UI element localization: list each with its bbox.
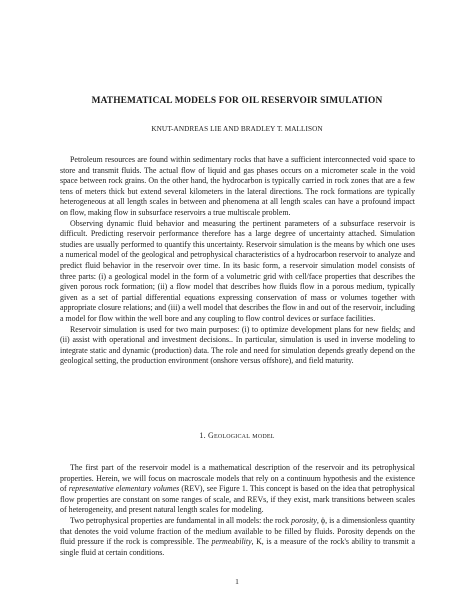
paper-title: MATHEMATICAL MODELS FOR OIL RESERVOIR SIMULATION xyxy=(91,96,383,106)
paper-authors: KNUT-ANDREAS LIE AND BRADLEY T. MALLISON xyxy=(151,125,323,133)
text-run: The first part of the reservoir model is a mathematical description of the reservoir and its petrophysical properties. Herein, we will focus on macroscale models that rely on a continuum hypothesis and the existence of xyxy=(60,463,415,494)
section-heading: 1. Geological model xyxy=(199,431,275,440)
intro-paragraph: Reservoir simulation is used for two main purposes: (i) to optimize development plans for new fields; and (ii) assist with operational and investment decisions.. In particular, simulation is used in inverse modeling to integrate static and dynamic (production) data. The role and need for simulation depends greatly depend on the geological setting, the production environment (onshore versus offshore), and field maturity. xyxy=(60,324,415,366)
text-run: , ϕ, is a dimensionless quantity that denotes the void volume fraction of the medium available to be filled by fluids. Porosity depends on the fluid pressure if the rock is compressible. The xyxy=(60,515,415,547)
emphasis-rev: representative elementary volumes xyxy=(68,484,180,494)
emphasis-permeability: permeability xyxy=(211,537,252,547)
intro-paragraph: Observing dynamic fluid behavior and measuring the pertinent parameters of a subsurface reservoir is difficult. Predicting reservoir performance therefore has a large degree of uncertainty attached. Simulation studies are usually performed to quantify this uncertainty. Reservoir simulation is the means by which one uses a numerical model of the geological and petrophysical characteristics of a hydrocarbon reservoir to analyze and predict fluid behavior in the reservoir over time. In its basic form, a reservoir simulation model consists of three parts: (i) a geological model in the form of a volumetric grid with cell/face properties that describes the given porous rock formation; (ii) a flow model that describes how fluids flow in a porous medium, typically given as a set of partial differential equations expressing conservation of mass or volumes together with appropriate closure relations; and (iii) a well model that describes the flow in and out of the reservoir, including a model for flow within the well bore and any coupling to flow control devices or surface facilities. xyxy=(60,218,415,323)
intro-paragraph: Petroleum resources are found within sedimentary rocks that have a sufficient interconnected void space to store and transmit fluids. The actual flow of liquid and gas phases occurs on a micrometer scale in the void space between rock grains. On the other hand, the hydrocarbon is typically carried in rock zones that are a few tens of meters thick but extend several kilometers in the lateral directions. The rock formations are typically heterogeneous at all length scales in between and phenomena at all length scales can have a profound impact on flow, making flow in subsurface reservoirs a true multiscale problem. xyxy=(60,155,415,217)
text-run: Two petrophysical properties are fundamental in all models: the rock xyxy=(70,515,292,525)
text-run: (REV), see Figure 1. This concept is based on the idea that petrophysical flow properties are constant on some ranges of scale, and REVs, if they exist, mark transitions between scales of heterogeneity, and present natural length scales for modeling. xyxy=(60,484,415,515)
introduction xyxy=(60,155,415,367)
emphasis-porosity: porosity xyxy=(291,515,317,525)
section-paragraph xyxy=(60,463,415,516)
page-number: 1 xyxy=(235,577,239,586)
text-run: , K, is a measure of the rock's ability to transmit a single fluid at certain conditions. xyxy=(60,537,415,557)
section-paragraph xyxy=(60,516,415,558)
section-body xyxy=(60,463,415,558)
